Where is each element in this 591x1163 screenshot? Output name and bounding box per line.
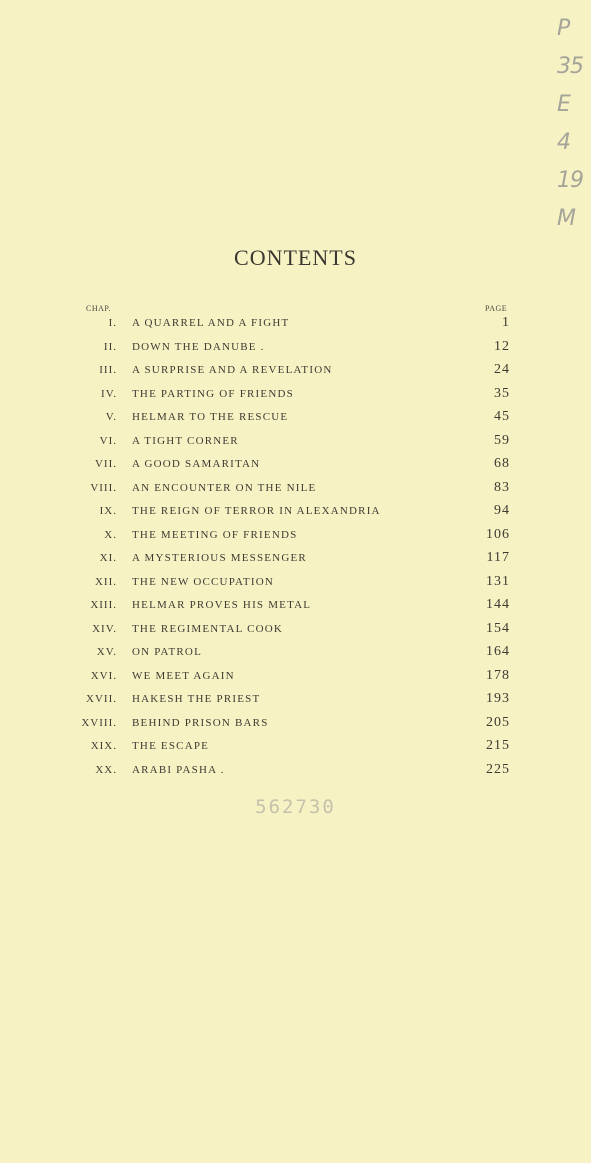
chapter-column-header: CHAP. [86, 304, 111, 313]
chapter-number: XX. [95, 763, 117, 776]
toc-entry [0, 666, 591, 690]
toc-entry [0, 337, 591, 361]
chapter-number: XIV. [92, 622, 117, 635]
page-number: 178 [486, 667, 510, 683]
toc-entry [0, 736, 591, 760]
toc-entry [0, 478, 591, 502]
page-number: 24 [494, 362, 510, 377]
chapter-title: DOWN THE DANUBE . [132, 340, 265, 353]
chapter-number: II. [103, 340, 117, 353]
chapter-title: A SURPRISE AND A REVELATION [132, 364, 333, 376]
page-number: 94 [494, 503, 510, 518]
page-number: 154 [486, 620, 510, 636]
chapter-title: HELMAR TO THE RESCUE [132, 411, 289, 423]
page-number: 144 [486, 597, 510, 612]
toc-entry [0, 548, 591, 572]
margin-note-line: 35 [557, 54, 583, 79]
chapter-number: III. [99, 364, 117, 376]
chapter-title: THE NEW OCCUPATION [132, 575, 274, 588]
chapter-title: ON PATROL [132, 646, 202, 658]
toc-entry [0, 595, 591, 619]
toc-entry [0, 407, 591, 431]
chapter-title: BEHIND PRISON BARS [132, 716, 269, 729]
pencil-margin-note [557, 10, 591, 238]
margin-note-line: 19 [557, 168, 583, 193]
toc-entry [0, 572, 591, 596]
chapter-title: HELMAR PROVES HIS METAL [132, 599, 312, 611]
chapter-title: HAKESH THE PRIEST [132, 693, 261, 705]
chapter-title: ARABI PASHA . [132, 763, 225, 776]
toc-entry [0, 431, 591, 455]
chapter-number: IV. [101, 387, 117, 400]
toc-entry [0, 501, 591, 525]
chapter-number: XVII. [86, 693, 117, 705]
chapter-number: XV. [96, 646, 117, 658]
chapter-title: A TIGHT CORNER [132, 434, 239, 447]
page-column-header: PAGE [485, 304, 508, 313]
chapter-title: A MYSTERIOUS MESSENGER [132, 552, 307, 564]
toc-entry [0, 384, 591, 408]
toc-entry [0, 313, 591, 337]
chapter-number: XVI. [90, 669, 117, 682]
chapter-number: V. [105, 411, 117, 423]
page-number: 35 [494, 385, 510, 401]
chapter-number: I. [108, 317, 117, 329]
page-number: 164 [486, 644, 510, 659]
chapter-number: XII. [94, 575, 117, 588]
page-number: 131 [486, 573, 510, 589]
toc-entry [0, 360, 591, 384]
page-number: 215 [486, 738, 510, 753]
chapter-number: VIII. [90, 481, 117, 494]
chapter-title: WE MEET AGAIN [132, 669, 235, 682]
chapter-number: VII. [94, 458, 117, 470]
library-stamp: 562730 [255, 796, 336, 818]
margin-note-line: E [557, 92, 570, 117]
page-number: 59 [494, 432, 510, 448]
chapter-title: THE REIGN OF TERROR IN ALEXANDRIA [132, 505, 381, 517]
chapter-number: XI. [99, 552, 117, 564]
table-of-contents [0, 313, 591, 783]
chapter-title: AN ENCOUNTER ON THE NILE [132, 481, 317, 494]
page-title: CONTENTS [234, 245, 357, 270]
chapter-number: IX. [99, 505, 117, 517]
chapter-number: X. [104, 528, 117, 541]
page-number: 45 [494, 409, 510, 424]
chapter-title: A QUARREL AND A FIGHT [132, 317, 290, 329]
chapter-title: THE REGIMENTAL COOK [132, 622, 284, 635]
margin-note-line: M [557, 206, 575, 231]
page-number: 12 [494, 338, 510, 354]
page-number: 225 [486, 761, 510, 777]
toc-entry [0, 713, 591, 737]
margin-note-line: 4 [557, 130, 570, 155]
page-number: 83 [494, 479, 510, 495]
page-number: 117 [486, 550, 510, 565]
toc-entry [0, 689, 591, 713]
toc-entry [0, 454, 591, 478]
margin-note-line: P [557, 16, 570, 41]
chapter-title: THE ESCAPE [132, 740, 210, 752]
page-number: 106 [486, 526, 510, 542]
chapter-number: XVIII. [81, 716, 117, 729]
chapter-title: A GOOD SAMARITAN [132, 458, 261, 470]
chapter-title: THE MEETING OF FRIENDS [132, 528, 298, 541]
chapter-title: THE PARTING OF FRIENDS [132, 387, 294, 400]
toc-entry [0, 760, 591, 784]
toc-entry [0, 619, 591, 643]
page-number: 205 [486, 714, 510, 730]
chapter-number: XIX. [90, 740, 117, 752]
toc-entry [0, 525, 591, 549]
toc-entry [0, 642, 591, 666]
page-number: 1 [502, 315, 510, 330]
chapter-number: VI. [99, 434, 117, 447]
page-number: 68 [494, 456, 510, 471]
chapter-number: XIII. [90, 599, 117, 611]
page-number: 193 [486, 691, 510, 706]
